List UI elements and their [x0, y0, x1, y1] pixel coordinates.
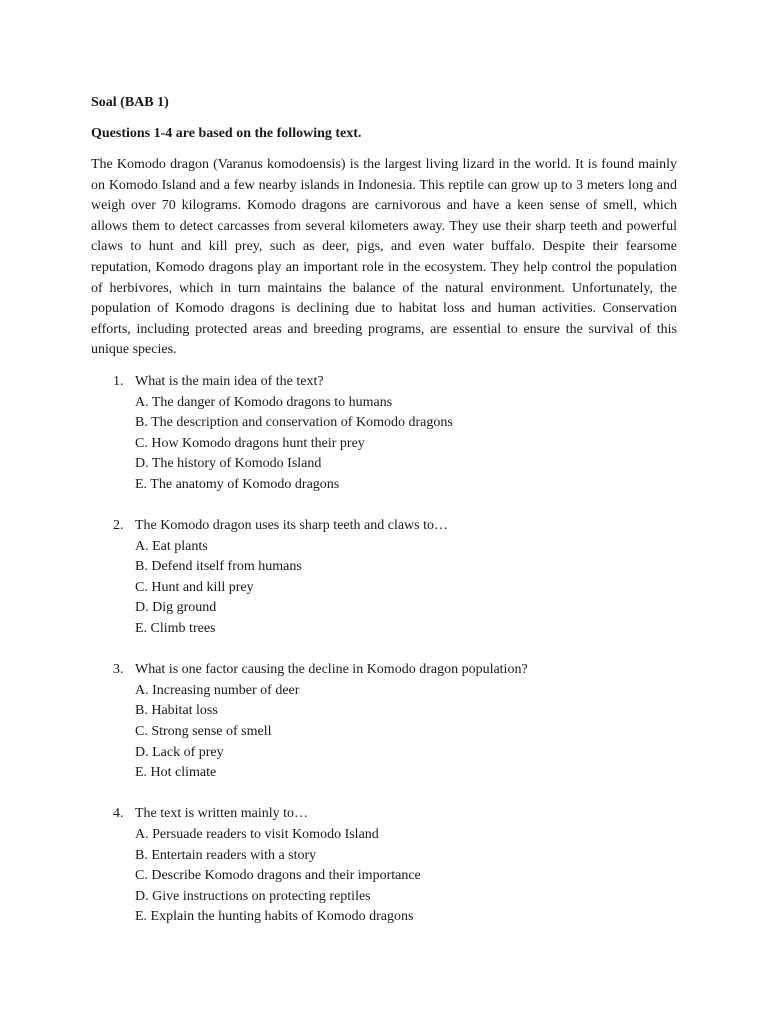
option-e: E. Explain the hunting habits of Komodo dragons [135, 909, 414, 925]
option-list [91, 825, 677, 928]
option-e: E. The anatomy of Komodo dragons [135, 476, 340, 492]
option-d: D. Give instructions on protecting reptiles [135, 888, 371, 904]
question-1 [91, 372, 677, 496]
question-text: What is the main idea of the text? [135, 373, 324, 389]
option-d: D. Lack of prey [135, 744, 224, 760]
question-2 [91, 516, 677, 640]
question-number: 4. [113, 806, 124, 822]
instruction-heading: Questions 1-4 are based on the following text. [91, 126, 362, 141]
option-a: A. The danger of Komodo dragons to humans [135, 394, 393, 410]
question-text: What is one factor causing the decline in Komodo dragon population? [135, 662, 528, 678]
question-number: 3. [113, 662, 124, 678]
question-list [91, 372, 677, 928]
option-c: C. Strong sense of smell [135, 724, 272, 740]
reading-passage: The Komodo dragon (Varanus komodoensis) is the largest living lizard in the world. It is found mainly on Komodo Island and a few nearby islands in Indonesia. This reptile can grow up to 3 meters long and weigh over 70 kilograms. Komodo dragons are carnivorous and have a keen sense of smell, which allows them to detect carcasses from several kilometers away. They use their sharp teeth and powerful claws to hunt and kill prey, such as deer, pigs, and even water buffalo. Despite their fearsome reputation, Komodo dragons play an important role in the ecosystem. They help control the population of herbivores, which in turn maintains the balance of the natural environment. Unfortunately, the population of Komodo dragons is declining due to habitat loss and human activities. Conservation efforts, including protected areas and breeding programs, are essential to ensure the survival of this unique species. [91, 157, 677, 358]
option-b: B. Entertain readers with a story [135, 847, 317, 863]
document-title: Soal (BAB 1) [91, 95, 169, 110]
question-4 [91, 804, 677, 928]
question-number: 1. [113, 373, 124, 389]
option-c: C. Describe Komodo dragons and their importance [135, 868, 421, 884]
option-c: C. Hunt and kill prey [135, 579, 254, 595]
option-a: A. Persuade readers to visit Komodo Island [135, 827, 379, 842]
question-text: The Komodo dragon uses its sharp teeth and claws to… [135, 518, 448, 534]
document-page [91, 93, 677, 949]
question-text: The text is written mainly to… [135, 806, 309, 822]
option-b: B. Habitat loss [135, 703, 218, 719]
option-b: B. The description and conservation of Komodo dragons [135, 415, 453, 431]
option-list [91, 681, 677, 784]
option-b: B. Defend itself from humans [135, 559, 302, 575]
option-c: C. How Komodo dragons hunt their prey [135, 435, 365, 451]
option-e: E. Hot climate [135, 765, 217, 781]
option-list [91, 393, 677, 496]
option-d: D. The history of Komodo Island [135, 456, 322, 472]
option-list [91, 537, 677, 640]
question-3 [91, 660, 677, 784]
option-d: D. Dig ground [135, 600, 217, 616]
option-a: A. Eat plants [135, 538, 208, 554]
option-e: E. Climb trees [135, 621, 216, 637]
question-number: 2. [113, 518, 124, 534]
option-a: A. Increasing number of deer [135, 682, 300, 698]
